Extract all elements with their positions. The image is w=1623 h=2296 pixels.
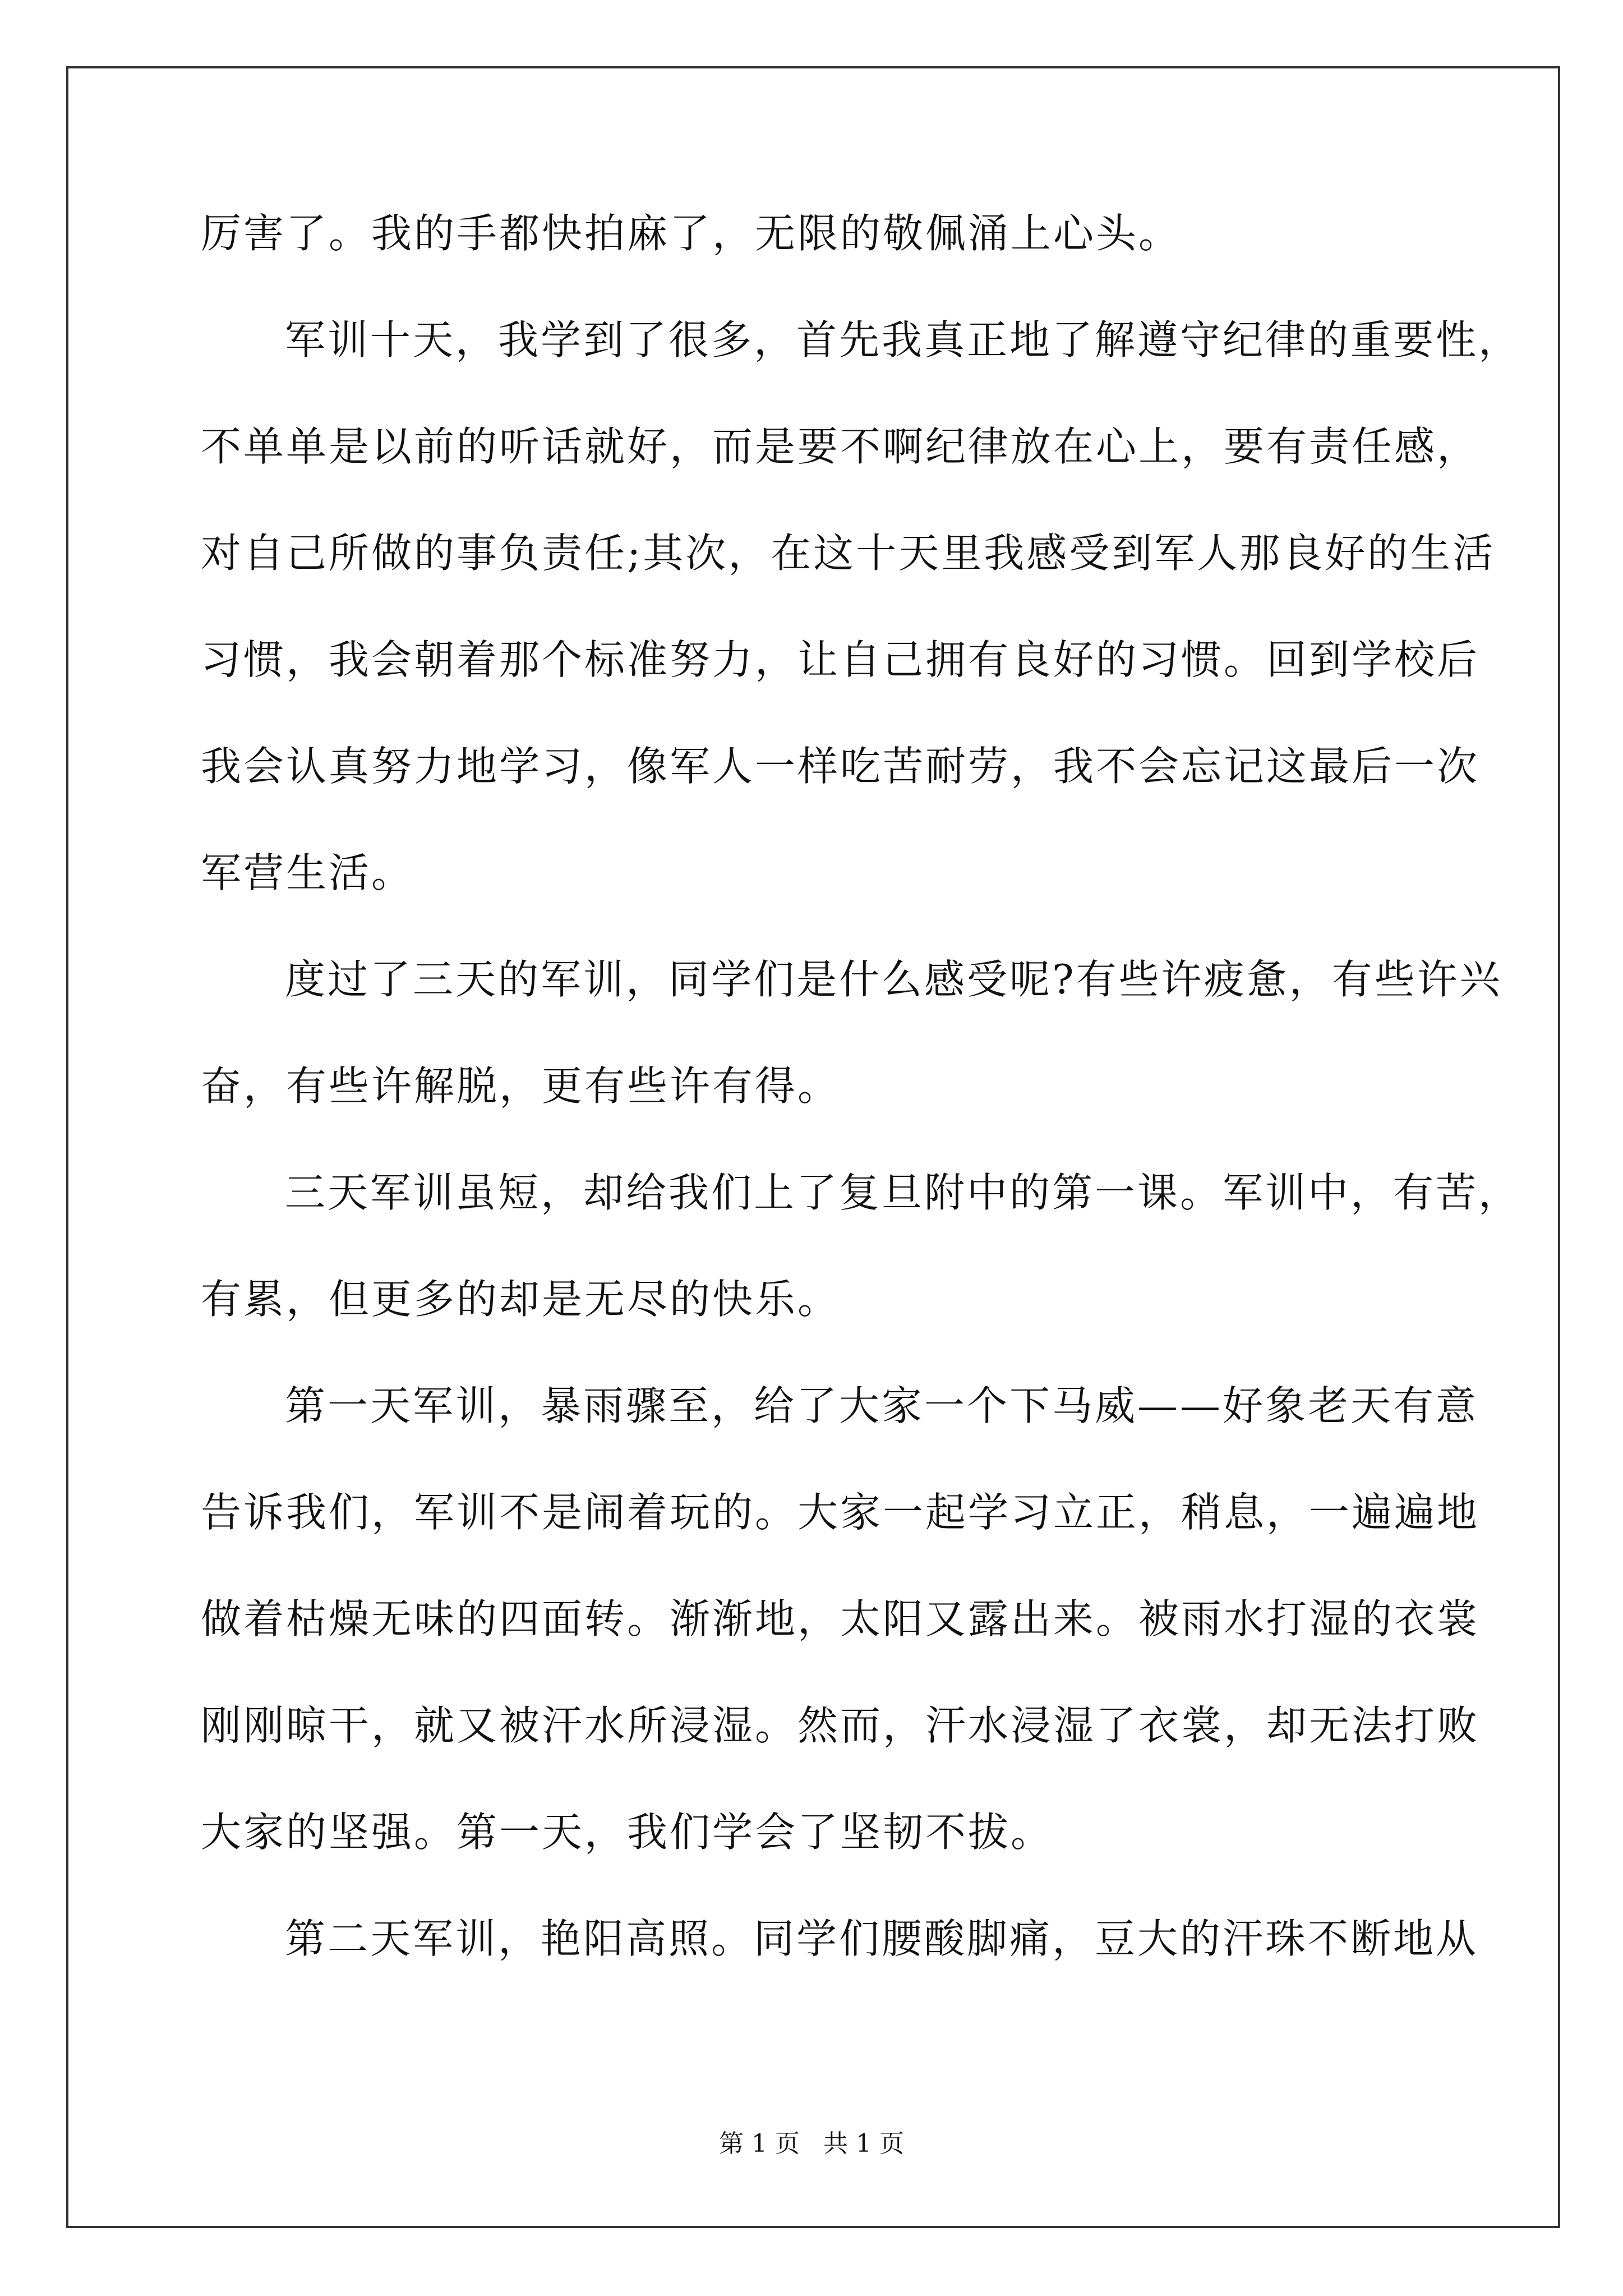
text-line: 对自己所做的事负责任;其次，在这十天里我感受到军人那良好的生活	[201, 530, 1496, 577]
text-line: 军营生活。	[201, 849, 414, 896]
page-border	[66, 66, 1560, 2228]
text-line: 做着枯燥无味的四面转。渐渐地，太阳又露出来。被雨水打湿的衣裳	[201, 1595, 1480, 1642]
text-line: 奋，有些许解脱，更有些许有得。	[201, 1062, 841, 1110]
text-line: 不单单是以前的听话就好，而是要不啊纪律放在心上，要有责任感，	[201, 423, 1480, 470]
text-line: 大家的坚强。第一天，我们学会了坚韧不拔。	[201, 1809, 1054, 1856]
page-number-footer: 第 1 页 共 1 页	[719, 2129, 904, 2158]
paragraph-start-line: 第一天军训，暴雨骤至，给了大家一个下马威——好象老天有意	[285, 1382, 1479, 1429]
paragraph-start-line: 三天军训虽短，却给我们上了复旦附中的第一课。军训中，有苦，	[285, 1169, 1521, 1216]
paragraph-start-line: 第二天军训，艳阳高照。同学们腰酸脚痛，豆大的汗珠不断地从	[285, 1915, 1479, 1962]
paragraph-start-line: 军训十天，我学到了很多，首先我真正地了解遵守纪律的重要性，	[285, 316, 1521, 364]
text-line: 习惯，我会朝着那个标准努力，让自己拥有良好的习惯。回到学校后	[201, 636, 1480, 683]
text-line: 我会认真努力地学习，像军人一样吃苦耐劳，我不会忘记这最后一次	[201, 743, 1480, 790]
paragraph-start-line: 度过了三天的军训，同学们是什么感受呢?有些许疲惫，有些许兴	[285, 956, 1502, 1003]
text-line: 有累，但更多的却是无尽的快乐。	[201, 1276, 841, 1323]
text-line: 刚刚晾干，就又被汗水所浸湿。然而，汗水浸湿了衣裳，却无法打败	[201, 1702, 1480, 1749]
text-line: 告诉我们，军训不是闹着玩的。大家一起学习立正，稍息，一遍遍地	[201, 1489, 1480, 1536]
text-line: 厉害了。我的手都快拍麻了，无限的敬佩涌上心头。	[201, 210, 1182, 257]
